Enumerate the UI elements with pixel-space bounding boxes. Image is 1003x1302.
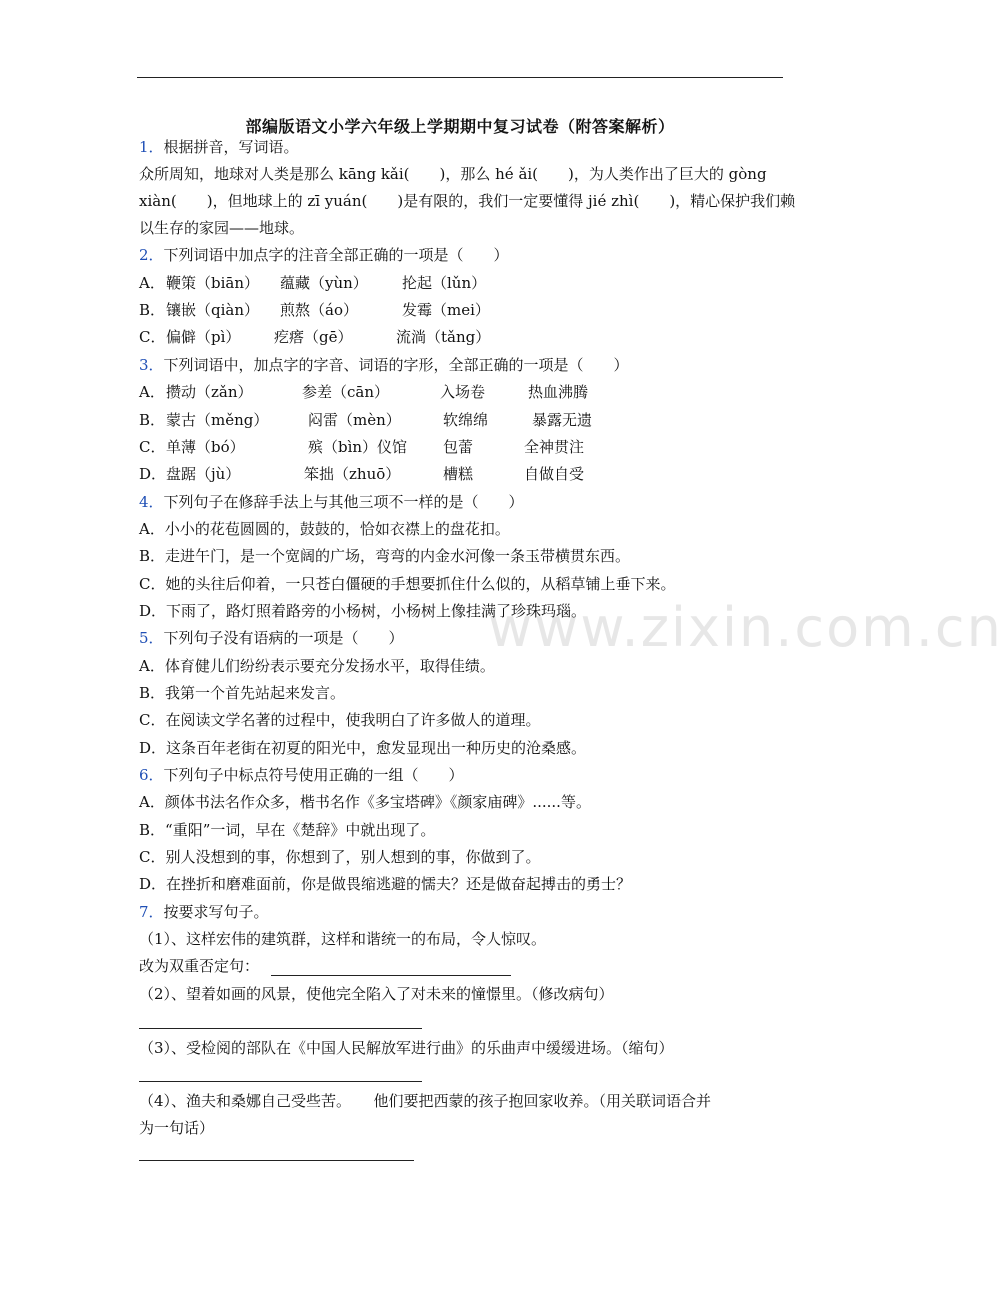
option-word: 自做自受 xyxy=(524,465,585,483)
sub-question-4-continued: 为一句话） xyxy=(139,1119,215,1137)
option-word: 发霉（mei） xyxy=(402,301,490,319)
rewrite-prompt: 改为双重否定句： xyxy=(139,957,260,975)
option-word: 盘踞（jù） xyxy=(166,465,241,483)
option-letter: A． xyxy=(139,520,165,538)
question-stem: 根据拼音，写词语。 xyxy=(163,138,299,156)
option-letter: A． xyxy=(139,657,165,675)
option-a: A． xyxy=(139,274,165,292)
option-letter: D． xyxy=(139,739,167,757)
option-b xyxy=(139,820,435,840)
question-number: 5． xyxy=(139,629,164,647)
option-b xyxy=(139,683,345,703)
option-word: 鞭策（biān） xyxy=(166,274,260,292)
sub-question-3: （3）、受检阅的部队在《中国人民解放军进行曲》的乐曲声中缓缓进场。（缩句） xyxy=(139,1039,674,1057)
page-title: 部编版语文小学六年级上学期期中复习试卷（附答案解析） xyxy=(245,117,675,136)
option-text: 在阅读文学名著的过程中，使我明白了许多做人的道理。 xyxy=(165,711,541,729)
question-stem: 下列句子没有语病的一项是（ ） xyxy=(163,629,404,647)
answer-blank[interactable] xyxy=(139,1160,414,1161)
option-text: 别人没想到的事，你想到了，别人想到的事，你做到了。 xyxy=(165,848,541,866)
watermark: www.zixin.com.cn xyxy=(488,596,1003,659)
question-stem: 下列句子在修辞手法上与其他三项不一样的是（ ） xyxy=(163,493,524,511)
question-stem: 下列词语中，加点字的字音、词语的字形，全部正确的一项是（ ） xyxy=(163,356,629,374)
option-letter: C． xyxy=(139,711,166,729)
option-word: 闷雷（mèn） xyxy=(308,411,401,429)
option-text: 颜体书法名作众多，楷书名作《多宝塔碑》《颜家庙碑》......等。 xyxy=(164,793,591,811)
question-7 xyxy=(139,902,269,922)
option-b xyxy=(139,546,630,566)
passage-line: xiàn( )，但地球上的 zī yuán( )是有限的，我们一定要懂得 jié zhì( )，精心保护我们赖 xyxy=(139,192,796,210)
option-d: D． xyxy=(139,465,167,483)
option-text: 这条百年老街在初夏的阳光中，愈发显现出一种历史的沧桑感。 xyxy=(166,739,587,757)
option-d xyxy=(139,738,586,758)
option-word: 流淌（tǎng） xyxy=(396,328,491,346)
option-word: 殡（bìn）仪馆 xyxy=(308,438,408,456)
option-word: 参差（cān） xyxy=(302,383,390,401)
option-word: 抡起（lǔn） xyxy=(402,274,487,292)
option-word: 入场卷 xyxy=(440,383,486,401)
option-letter: D． xyxy=(139,602,167,620)
option-d xyxy=(139,874,631,894)
option-word: 单薄（bó） xyxy=(166,438,245,456)
question-number: 2． xyxy=(139,246,164,264)
sub-question-2: （2）、望着如画的风景，使他完全陷入了对未来的憧憬里。（修改病句） xyxy=(139,985,614,1003)
option-word: 煎熬（áo） xyxy=(280,301,358,319)
answer-blank[interactable] xyxy=(271,975,511,976)
question-stem: 下列词语中加点字的注音全部正确的一项是（ ） xyxy=(163,246,509,264)
option-a xyxy=(139,792,591,812)
option-text: 我第一个首先站起来发言。 xyxy=(165,684,346,702)
option-letter: A． xyxy=(139,793,165,811)
option-text: “重阳”一词，早在《楚辞》中就出现了。 xyxy=(165,821,436,839)
option-letter: D． xyxy=(139,875,167,893)
option-a xyxy=(139,519,510,539)
option-c: C． xyxy=(139,328,166,346)
option-a: A． xyxy=(139,383,165,401)
option-letter: B． xyxy=(139,821,166,839)
option-text: 下雨了，路灯照着路旁的小杨树，小杨树上像挂满了珍珠玛瑙。 xyxy=(166,602,587,620)
sub-question-4: （4）、渔夫和桑娜自己受些苦。 他们要把西蒙的孩子抱回家收养。（用关联词语合并 xyxy=(139,1092,712,1110)
passage-line: 以生存的家园——地球。 xyxy=(139,219,305,237)
option-text: 她的头往后仰着，一只苍白僵硬的手想要抓住什么似的，从稻草铺上垂下来。 xyxy=(165,575,676,593)
question-number: 7． xyxy=(139,903,164,921)
option-word: 攒动（zǎn） xyxy=(166,383,253,401)
option-word: 软绵绵 xyxy=(443,411,489,429)
option-c: C． xyxy=(139,438,166,456)
option-letter: B． xyxy=(139,684,166,702)
question-3 xyxy=(139,355,629,375)
option-c xyxy=(139,710,541,730)
option-letter: C． xyxy=(139,848,166,866)
option-word: 笨拙（zhuō） xyxy=(304,465,401,483)
question-stem: 下列句子中标点符号使用正确的一组（ ） xyxy=(163,766,464,784)
option-word: 包蕾 xyxy=(443,438,474,456)
option-word: 蕴藏（yùn） xyxy=(280,274,368,292)
question-number: 3． xyxy=(139,356,164,374)
option-letter: B． xyxy=(139,547,166,565)
answer-blank[interactable] xyxy=(139,1081,422,1082)
question-2 xyxy=(139,245,509,265)
question-4 xyxy=(139,492,524,512)
option-word: 热血沸腾 xyxy=(528,383,589,401)
option-b: B． xyxy=(139,301,166,319)
option-text: 在挫折和磨难面前，你是做畏缩逃避的懦夫？还是做奋起搏击的勇士？ xyxy=(166,875,632,893)
option-text: 小小的花苞圆圆的，鼓鼓的，恰如衣襟上的盘花扣。 xyxy=(164,520,510,538)
option-word: 疙瘩（gē） xyxy=(274,328,353,346)
question-1 xyxy=(139,137,299,157)
option-c xyxy=(139,574,676,594)
option-b: B． xyxy=(139,411,166,429)
option-word: 镶嵌（qiàn） xyxy=(166,301,260,319)
answer-blank[interactable] xyxy=(139,1028,422,1029)
option-text: 走进午门，是一个宽阔的广场，弯弯的内金水河像一条玉带横贯东西。 xyxy=(165,547,631,565)
option-letter: C． xyxy=(139,575,166,593)
option-a xyxy=(139,656,495,676)
option-c xyxy=(139,847,541,867)
passage-line: 众所周知，地球对人类是那么 kāng kǎi( )，那么 hé ǎi( )，为人类作出了巨大的 gòng xyxy=(139,165,767,183)
option-word: 蒙古（měng） xyxy=(166,411,269,429)
option-word: 槽糕 xyxy=(443,465,474,483)
option-text: 体育健儿们纷纷表示要充分发扬水平，取得佳绩。 xyxy=(164,657,495,675)
option-word: 暴露无遗 xyxy=(532,411,593,429)
question-number: 1． xyxy=(139,138,164,156)
header-rule xyxy=(137,77,783,78)
question-stem: 按要求写句子。 xyxy=(163,903,269,921)
sub-question-1: （1）、这样宏伟的建筑群，这样和谐统一的布局，令人惊叹。 xyxy=(139,930,547,948)
question-6 xyxy=(139,765,464,785)
option-d xyxy=(139,601,586,621)
option-word: 全神贯注 xyxy=(524,438,585,456)
question-number: 4． xyxy=(139,493,164,511)
question-number: 6． xyxy=(139,766,164,784)
question-5 xyxy=(139,628,404,648)
option-word: 偏僻（pì） xyxy=(166,328,241,346)
